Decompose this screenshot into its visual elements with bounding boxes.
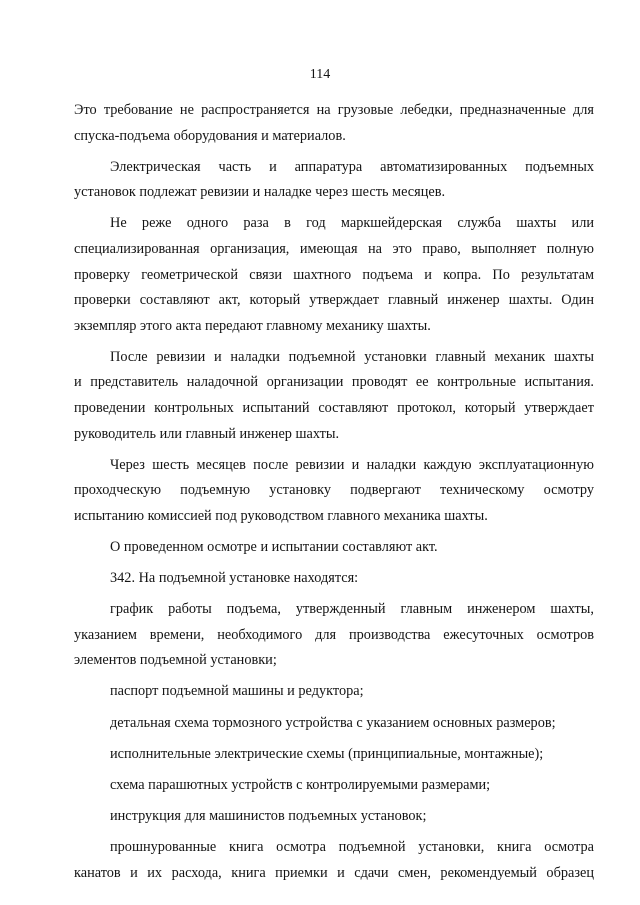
text-line: указанием времени, необходимого для производства ежесуточных осмотров xyxy=(74,626,594,643)
text-line: проходческую подъемную установку подвергают техническому осмотру xyxy=(74,482,594,499)
text-line: руководитель или главный инженер шахты. xyxy=(74,425,340,442)
list-item-line: исполнительные электрические схемы (принципиальные, монтажные); xyxy=(110,745,544,762)
section-heading-line: 342. На подъемной установке находятся: xyxy=(110,570,359,587)
text-line: спуска-подъема оборудования и материалов. xyxy=(74,127,346,144)
document-body xyxy=(74,98,594,886)
text-line: проверку геометрической связи шахтного подъема и копра. По результатам xyxy=(74,266,594,283)
list-item-line: схема парашютных устройств с контролируемыми размерами; xyxy=(110,776,491,793)
list-item-line: график работы подъема, утвержденный главным инженером шахты, xyxy=(110,601,594,618)
list-item-line: паспорт подъемной машины и редуктора; xyxy=(110,683,364,700)
text-line: проверки составляют акт, который утверждает главный инженер шахты. Один xyxy=(74,292,594,309)
paragraph-start-line: О проведенном осмотре и испытании составляют акт. xyxy=(110,539,438,555)
text-line: проведении контрольных испытаний составляют протокол, который утверждает xyxy=(74,400,594,417)
text-line: специализированная организация, имеющая на это право, выполняет полную xyxy=(74,240,594,257)
text-line: элементов подъемной установки; xyxy=(74,652,277,669)
list-item-line: инструкция для машинистов подъемных установок; xyxy=(110,807,427,824)
text-line: Это требование не распространяется на грузовые лебедки, предназначенные для xyxy=(74,102,594,118)
list-item-line: детальная схема тормозного устройства с указанием основных размеров; xyxy=(110,714,556,731)
text-line: испытанию комиссией под руководством главного механика шахты. xyxy=(74,507,488,524)
text-line: и представитель наладочной организации проводят ее контрольные испытания. xyxy=(74,374,594,391)
page-number: 114 xyxy=(309,67,331,82)
text-line: экземпляр этого акта передают главному механику шахты. xyxy=(74,317,431,334)
text-line: установок подлежат ревизии и наладке через шесть месяцев. xyxy=(74,184,446,201)
paragraph-start-line: Не реже одного раза в год маркшейдерская служба шахты или xyxy=(110,215,594,232)
list-item-line: прошнурованные книга осмотра подъемной установки, книга осмотра xyxy=(110,838,594,855)
text-line: канатов и их расхода, книга приемки и сдачи смен, рекомендуемый образец xyxy=(74,864,594,881)
paragraph-start-line: После ревизии и наладки подъемной установки главный механик шахты xyxy=(110,348,594,365)
paragraph-start-line: Электрическая часть и аппаратура автоматизированных подъемных xyxy=(110,158,594,175)
paragraph-start-line: Через шесть месяцев после ревизии и наладки каждую эксплуатационную xyxy=(110,456,594,473)
